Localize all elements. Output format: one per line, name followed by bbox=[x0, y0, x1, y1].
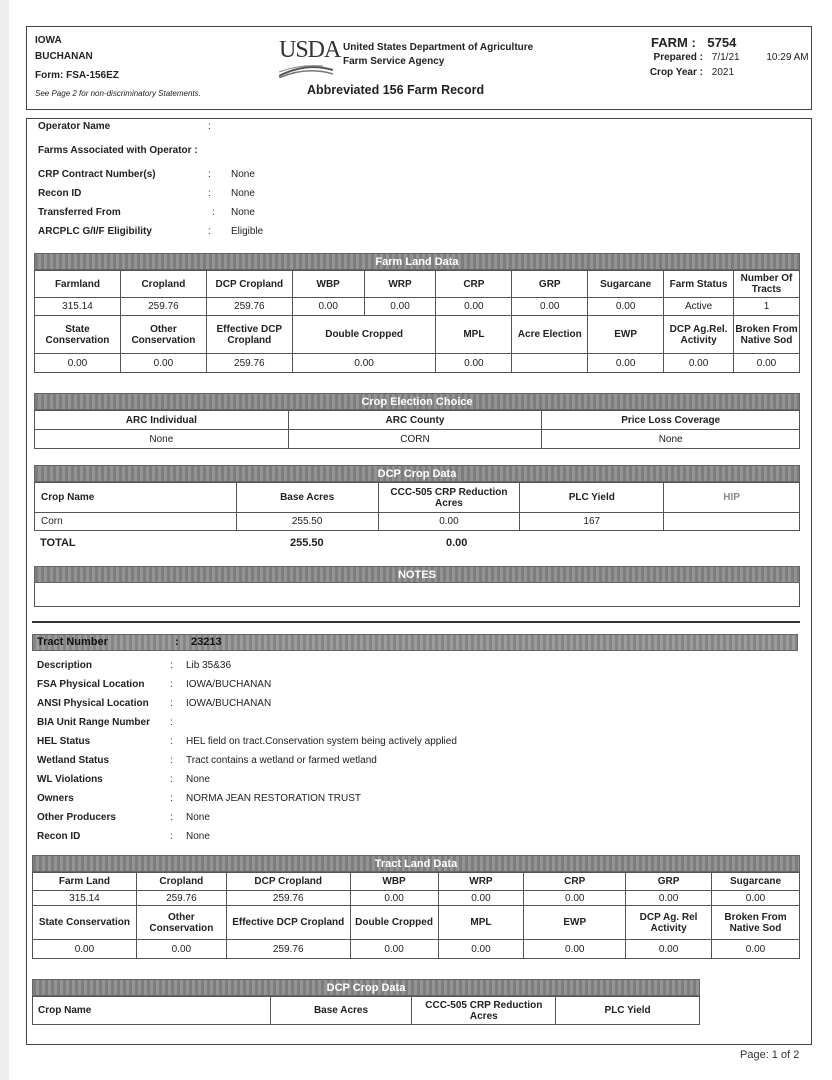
farm-number: 5754 bbox=[707, 35, 737, 50]
cell: 259.76 bbox=[120, 298, 206, 316]
cell: 0.00 bbox=[626, 891, 712, 906]
farm-label: FARM : bbox=[651, 35, 696, 50]
col-effective-dcp: Effective DCP Cropland bbox=[206, 316, 292, 354]
cell: 255.50 bbox=[236, 513, 378, 531]
county: BUCHANAN bbox=[35, 51, 93, 62]
col-crp: CRP bbox=[524, 873, 626, 891]
col-state-conservation: State Conservation bbox=[35, 316, 121, 354]
tract-field-row: Recon ID : None bbox=[37, 831, 210, 842]
col-sugarcane: Sugarcane bbox=[712, 873, 800, 891]
col-double-cropped: Double Cropped bbox=[292, 316, 436, 354]
fsa-location-label: FSA Physical Location bbox=[37, 679, 145, 690]
wetland-status-label: Wetland Status bbox=[37, 755, 110, 766]
col-plc-yield: PLC Yield bbox=[520, 483, 664, 513]
col-ccc-505: CCC-505 CRP Reduction Acres bbox=[412, 997, 556, 1025]
cell: 0.00 bbox=[350, 891, 438, 906]
col-double-cropped: Double Cropped bbox=[350, 906, 438, 940]
col-mpl: MPL bbox=[438, 906, 524, 940]
farm-land-data bbox=[34, 253, 800, 373]
tract-field-row: BIA Unit Range Number : bbox=[37, 717, 173, 728]
col-grp: GRP bbox=[512, 271, 588, 298]
tract-field-row: HEL Status : HEL field on tract.Conservation system being actively applied bbox=[37, 736, 457, 747]
col-ewp: EWP bbox=[524, 906, 626, 940]
col-state-conservation: State Conservation bbox=[33, 906, 137, 940]
dcp-crop-data-title: DCP Crop Data bbox=[34, 465, 800, 482]
fsa-location-value: IOWA/BUCHANAN bbox=[186, 679, 272, 690]
col-ccc-505: CCC-505 CRP Reduction Acres bbox=[378, 483, 520, 513]
col-broken-native-sod: Broken From Native Sod bbox=[712, 906, 800, 940]
col-farm-status: Farm Status bbox=[664, 271, 734, 298]
usda-logo bbox=[279, 37, 341, 79]
col-mpl: MPL bbox=[436, 316, 512, 354]
cell: Corn bbox=[35, 513, 237, 531]
col-base-acres: Base Acres bbox=[270, 997, 412, 1025]
cell: 0.00 bbox=[664, 354, 734, 373]
col-wrp: WRP bbox=[438, 873, 524, 891]
notes-box bbox=[34, 583, 800, 607]
col-plc-yield: PLC Yield bbox=[556, 997, 700, 1025]
col-hip: HIP bbox=[664, 483, 800, 513]
arcplc-label: ARCPLC G/I/F Eligibility bbox=[38, 226, 152, 237]
prepared-line bbox=[639, 50, 809, 65]
cell: 0.00 bbox=[33, 940, 137, 959]
agency-line-1: United States Department of Agriculture bbox=[343, 42, 534, 53]
wl-violations-value: None bbox=[186, 774, 210, 785]
cell: 0.00 bbox=[438, 940, 524, 959]
crop-year-label: Crop Year : bbox=[649, 67, 703, 78]
cell: 0.00 bbox=[712, 940, 800, 959]
cell: 0.00 bbox=[524, 891, 626, 906]
tract-recon-id-value: None bbox=[186, 831, 210, 842]
section-divider bbox=[32, 621, 800, 623]
ansi-location-label: ANSI Physical Location bbox=[37, 698, 149, 709]
cell: 0.00 bbox=[136, 940, 226, 959]
col-cropland: Cropland bbox=[136, 873, 226, 891]
agency-line-2: Farm Service Agency bbox=[343, 56, 445, 67]
farms-associated-label: Farms Associated with Operator : bbox=[38, 145, 198, 156]
col-ewp: EWP bbox=[588, 316, 664, 354]
statement-note: See Page 2 for non-discriminatory Statements. bbox=[35, 89, 201, 98]
hel-status-label: HEL Status bbox=[37, 736, 91, 747]
crop-year: 2021 bbox=[711, 67, 735, 78]
tract-land-header-row-1 bbox=[33, 873, 800, 891]
col-dcp-cropland: DCP Cropland bbox=[226, 873, 350, 891]
page-number: Page: 1 of 2 bbox=[740, 1049, 800, 1061]
tract-field-row: WL Violations : None bbox=[37, 774, 210, 785]
notes-title: NOTES bbox=[34, 566, 800, 583]
col-crop-name: Crop Name bbox=[33, 997, 271, 1025]
cell bbox=[512, 354, 588, 373]
tract-number-bar: Tract Number : 23213 bbox=[32, 634, 798, 651]
cell: 0.00 bbox=[120, 354, 206, 373]
cell: None bbox=[542, 430, 800, 449]
cell: 0.00 bbox=[588, 354, 664, 373]
tract-field-row: Owners : NORMA JEAN RESTORATION TRUST bbox=[37, 793, 362, 804]
document-header bbox=[26, 26, 812, 110]
recon-id-value: None bbox=[231, 188, 255, 199]
cell: 259.76 bbox=[226, 891, 350, 906]
prepared-time: 10:29 AM bbox=[766, 52, 809, 63]
col-acre-election: Acre Election bbox=[512, 316, 588, 354]
total-base-acres: 255.50 bbox=[290, 537, 324, 549]
tract-number-label: Tract Number bbox=[37, 636, 108, 648]
prepared-label: Prepared : bbox=[653, 52, 703, 63]
farm-info bbox=[639, 35, 809, 80]
tract-dcp-title: DCP Crop Data bbox=[32, 979, 700, 996]
tract-field-row: FSA Physical Location : IOWA/BUCHANAN bbox=[37, 679, 272, 690]
recon-id-row: Recon ID : None bbox=[38, 188, 255, 199]
cell: 0.00 bbox=[378, 513, 520, 531]
cell: 259.76 bbox=[226, 940, 350, 959]
col-wrp: WRP bbox=[364, 271, 436, 298]
operator-name-label: Operator Name bbox=[38, 121, 111, 132]
recon-id-label: Recon ID bbox=[38, 188, 82, 199]
dcp-crop-table bbox=[34, 482, 800, 531]
tract-field-row: Description : Lib 35&36 bbox=[37, 660, 232, 671]
cell: 0.00 bbox=[588, 298, 664, 316]
crop-election-title: Crop Election Choice bbox=[34, 393, 800, 410]
prepared-date: 7/1/21 bbox=[711, 52, 740, 63]
cell: 259.76 bbox=[206, 298, 292, 316]
table-row bbox=[35, 513, 800, 531]
tract-land-header-row-2 bbox=[33, 906, 800, 940]
total-ccc-505: 0.00 bbox=[446, 537, 468, 549]
document-title: Abbreviated 156 Farm Record bbox=[307, 83, 485, 97]
col-number-of-tracts: Number Of Tracts bbox=[734, 271, 800, 298]
cell bbox=[664, 513, 800, 531]
notes-section bbox=[34, 566, 800, 607]
tract-number: 23213 bbox=[191, 636, 222, 648]
col-crp: CRP bbox=[436, 271, 512, 298]
col-effective-dcp: Effective DCP Cropland bbox=[226, 906, 350, 940]
tract-field-row: ANSI Physical Location : IOWA/BUCHANAN bbox=[37, 698, 272, 709]
col-farmland: Farmland bbox=[35, 271, 121, 298]
crop-election-choice bbox=[34, 393, 800, 449]
farm-land-header-row-2 bbox=[35, 316, 800, 354]
crop-election-value-row bbox=[35, 430, 800, 449]
crop-year-line bbox=[639, 65, 809, 80]
cell: 315.14 bbox=[33, 891, 137, 906]
cell: 259.76 bbox=[206, 354, 292, 373]
description-label: Description bbox=[37, 660, 93, 671]
tract-land-value-row-1 bbox=[33, 891, 800, 906]
col-dcp-ag-rel: DCP Ag.Rel. Activity bbox=[664, 316, 734, 354]
col-crop-name: Crop Name bbox=[35, 483, 237, 513]
wl-violations-label: WL Violations bbox=[37, 774, 103, 785]
total-label: TOTAL bbox=[40, 537, 76, 549]
col-base-acres: Base Acres bbox=[236, 483, 378, 513]
owners-label: Owners bbox=[37, 793, 74, 804]
wetland-status-value: Tract contains a wetland or farmed wetland bbox=[186, 755, 377, 766]
cell: 0.00 bbox=[350, 940, 438, 959]
farm-number-line bbox=[651, 35, 809, 50]
hel-status-value: HEL field on tract.Conservation system being actively applied bbox=[186, 736, 457, 747]
tract-info bbox=[37, 660, 637, 850]
col-other-conservation: Other Conservation bbox=[136, 906, 226, 940]
col-wbp: WBP bbox=[292, 271, 364, 298]
other-producers-label: Other Producers bbox=[37, 812, 116, 823]
tract-land-data bbox=[32, 855, 800, 959]
col-cropland: Cropland bbox=[120, 271, 206, 298]
transferred-from-row: Transferred From : None bbox=[38, 207, 255, 218]
cell: 0.00 bbox=[512, 298, 588, 316]
col-arc-individual: ARC Individual bbox=[35, 411, 289, 430]
cell: CORN bbox=[288, 430, 542, 449]
operator-row: Operator Name : bbox=[38, 121, 211, 132]
operator-info bbox=[38, 121, 438, 245]
farm-land-data-title: Farm Land Data bbox=[34, 253, 800, 270]
tract-dcp-crop-data bbox=[32, 979, 700, 1025]
tract-dcp-header-row bbox=[33, 997, 700, 1025]
farm-land-value-row-1 bbox=[35, 298, 800, 316]
scan-edge bbox=[0, 0, 9, 1080]
cell: 1 bbox=[734, 298, 800, 316]
state: IOWA bbox=[35, 35, 62, 46]
crp-contract-label: CRP Contract Number(s) bbox=[38, 169, 156, 180]
crp-contract-row: CRP Contract Number(s) : None bbox=[38, 169, 255, 180]
cell: 315.14 bbox=[35, 298, 121, 316]
crp-contract-value: None bbox=[231, 169, 255, 180]
ansi-location-value: IOWA/BUCHANAN bbox=[186, 698, 272, 709]
cell: 259.76 bbox=[136, 891, 226, 906]
owners-value: NORMA JEAN RESTORATION TRUST bbox=[186, 793, 362, 804]
col-sugarcane: Sugarcane bbox=[588, 271, 664, 298]
col-broken-native-sod: Broken From Native Sod bbox=[734, 316, 800, 354]
farms-associated-row bbox=[38, 145, 438, 164]
cell: 0.00 bbox=[292, 298, 364, 316]
col-grp: GRP bbox=[626, 873, 712, 891]
agency-name bbox=[343, 41, 533, 69]
tract-dcp-table bbox=[32, 996, 700, 1025]
tract-land-value-row-2 bbox=[33, 940, 800, 959]
farm-land-table bbox=[34, 270, 800, 373]
farm-land-header-row-1 bbox=[35, 271, 800, 298]
tract-field-row: Other Producers : None bbox=[37, 812, 210, 823]
tract-land-table bbox=[32, 872, 800, 959]
cell: 0.00 bbox=[292, 354, 436, 373]
logo-text: USDA bbox=[279, 37, 341, 63]
description-value: Lib 35&36 bbox=[186, 660, 232, 671]
crop-election-header-row bbox=[35, 411, 800, 430]
cell: 0.00 bbox=[438, 891, 524, 906]
cell: 0.00 bbox=[712, 891, 800, 906]
other-producers-value: None bbox=[186, 812, 210, 823]
tract-field-row: Wetland Status : Tract contains a wetland or farmed wetland bbox=[37, 755, 377, 766]
col-dcp-cropland: DCP Cropland bbox=[206, 271, 292, 298]
cell: 0.00 bbox=[436, 354, 512, 373]
cell: None bbox=[35, 430, 289, 449]
form-number: Form: FSA-156EZ bbox=[35, 70, 119, 81]
col-dcp-ag-rel: DCP Ag. Rel Activity bbox=[626, 906, 712, 940]
col-other-conservation: Other Conservation bbox=[120, 316, 206, 354]
cell: 0.00 bbox=[364, 298, 436, 316]
cell: 0.00 bbox=[35, 354, 121, 373]
tract-land-data-title: Tract Land Data bbox=[32, 855, 800, 872]
arcplc-value: Eligible bbox=[231, 226, 264, 237]
transferred-from-value: None bbox=[231, 207, 255, 218]
cell: 0.00 bbox=[626, 940, 712, 959]
cell: Active bbox=[664, 298, 734, 316]
col-farm-land: Farm Land bbox=[33, 873, 137, 891]
cell: 0.00 bbox=[734, 354, 800, 373]
dcp-header-row bbox=[35, 483, 800, 513]
cell: 167 bbox=[520, 513, 664, 531]
cell: 0.00 bbox=[524, 940, 626, 959]
col-arc-county: ARC County bbox=[288, 411, 542, 430]
farm-land-value-row-2 bbox=[35, 354, 800, 373]
logo-arc-icon bbox=[279, 64, 333, 78]
crop-election-table bbox=[34, 410, 800, 449]
transferred-from-label: Transferred From bbox=[38, 207, 121, 218]
col-plc: Price Loss Coverage bbox=[542, 411, 800, 430]
col-wbp: WBP bbox=[350, 873, 438, 891]
bia-unit-label: BIA Unit Range Number bbox=[37, 717, 150, 728]
dcp-crop-data bbox=[34, 465, 800, 531]
location-block bbox=[35, 33, 201, 102]
arcplc-row: ARCPLC G/I/F Eligibility : Eligible bbox=[38, 226, 264, 237]
cell: 0.00 bbox=[436, 298, 512, 316]
tract-recon-id-label: Recon ID bbox=[37, 831, 81, 842]
